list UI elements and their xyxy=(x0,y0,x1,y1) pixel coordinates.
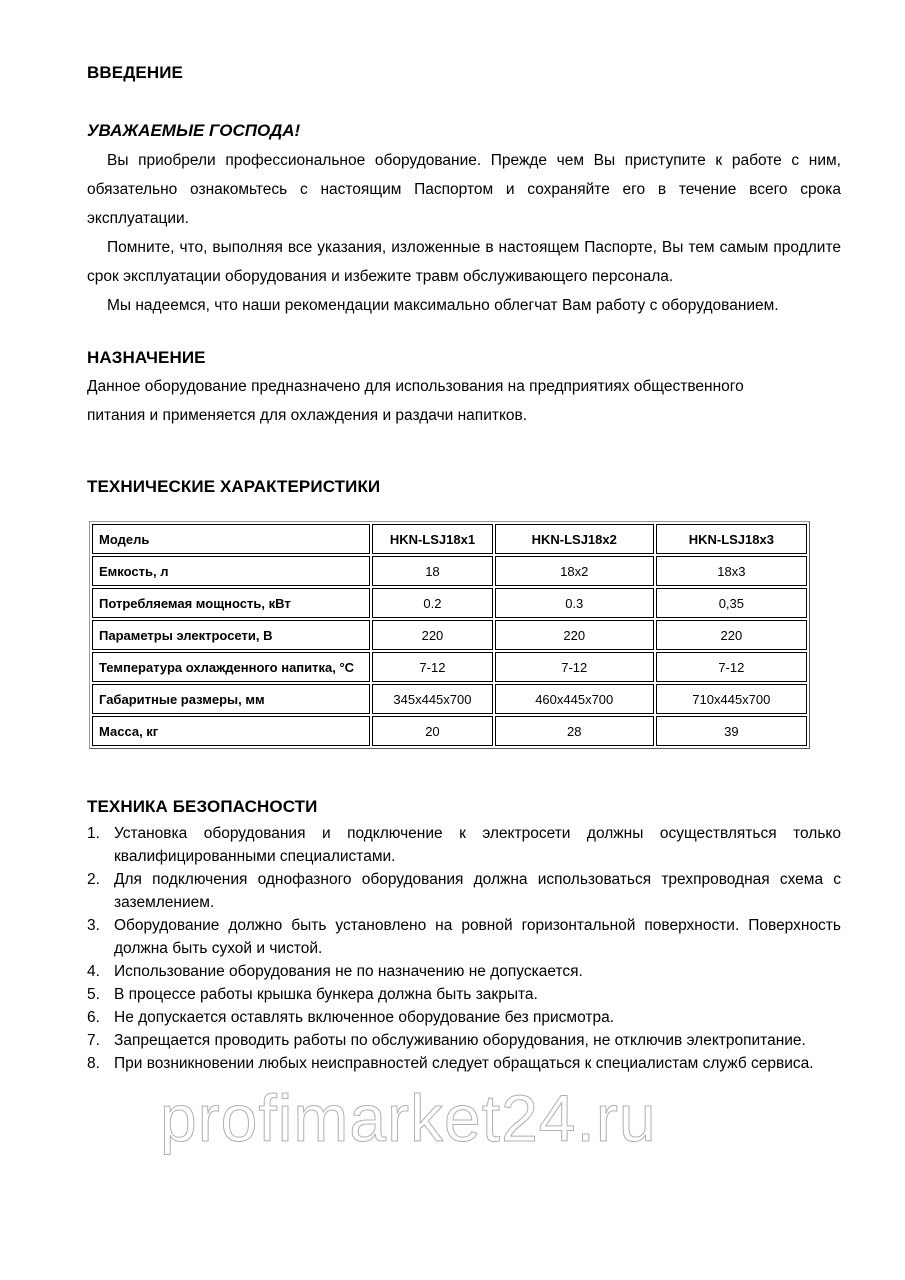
watermark: profimarket24.ru xyxy=(160,1081,657,1155)
table-cell: 18x3 xyxy=(656,556,807,586)
list-item xyxy=(87,914,841,960)
list-item-text: Использование оборудования не по назначению не допускается. xyxy=(114,963,583,980)
intro-paragraph: Помните, что, выполняя все указания, изложенные в настоящем Паспорте, Вы тем самым продлите срок эксплуатации оборудования и избежите травм обслуживающего персонала. xyxy=(87,239,841,285)
intro-paragraph: Вы приобрели профессиональное оборудование. Прежде чем Вы приступите к работе с ним, обязательно ознакомьтесь с настоящим Паспортом и сохраняйте его в течение всего срока эксплуатации. xyxy=(87,152,841,227)
list-item-text: Оборудование должно быть установлено на ровной горизонтальной поверхности. Поверхность должна быть сухой и чистой. xyxy=(114,917,841,957)
table-cell: 0.2 xyxy=(372,588,493,618)
table-cell: 0,35 xyxy=(656,588,807,618)
table-cell: 220 xyxy=(372,620,493,650)
table-cell: 460x445x700 xyxy=(495,684,654,714)
row-label: Параметры электросети, В xyxy=(92,620,370,650)
table-cell: 220 xyxy=(656,620,807,650)
intro-heading: ВВЕДЕНИЕ xyxy=(87,63,183,82)
specs-heading: ТЕХНИЧЕСКИЕ ХАРАКТЕРИСТИКИ xyxy=(87,477,381,496)
list-item xyxy=(87,1006,841,1029)
purpose-line: Данное оборудование предназначено для использования на предприятиях общественного xyxy=(87,378,744,395)
purpose-text xyxy=(87,372,841,430)
list-item-number: 2. xyxy=(87,871,100,888)
table-row xyxy=(92,684,807,714)
table-cell: 7-12 xyxy=(372,652,493,682)
list-item-number: 4. xyxy=(87,963,100,980)
purpose-heading: НАЗНАЧЕНИЕ xyxy=(87,348,206,367)
intro-text xyxy=(87,146,841,320)
table-cell: 345x445x700 xyxy=(372,684,493,714)
safety-heading: ТЕХНИКА БЕЗОПАСНОСТИ xyxy=(87,797,318,816)
list-item xyxy=(87,960,841,983)
table-row xyxy=(92,716,807,746)
table-cell: 20 xyxy=(372,716,493,746)
specs-table xyxy=(89,521,810,749)
list-item xyxy=(87,983,841,1006)
table-cell: 18 xyxy=(372,556,493,586)
intro-paragraph: Мы надеемся, что наши рекомендации максимально облегчат Вам работу с оборудованием. xyxy=(107,297,779,314)
list-item-text: Не допускается оставлять включенное оборудование без присмотра. xyxy=(114,1009,615,1026)
list-item-number: 6. xyxy=(87,1009,100,1026)
table-row xyxy=(92,556,807,586)
table-cell: 220 xyxy=(495,620,654,650)
table-cell: 7-12 xyxy=(495,652,654,682)
column-header: Модель xyxy=(92,524,370,554)
list-item-text: Установка оборудования и подключение к электросети должны осуществляться только квалифицированными специалистами. xyxy=(114,825,841,865)
row-label: Масса, кг xyxy=(92,716,370,746)
list-item xyxy=(87,868,841,914)
table-cell: 0.3 xyxy=(495,588,654,618)
list-item xyxy=(87,1052,841,1075)
list-item-text: При возникновении любых неисправностей следует обращаться к специалистам служб сервиса. xyxy=(114,1055,814,1072)
list-item-number: 7. xyxy=(87,1032,100,1049)
table-cell: 39 xyxy=(656,716,807,746)
table-row xyxy=(92,652,807,682)
row-label: Потребляемая мощность, кВт xyxy=(92,588,370,618)
table-row xyxy=(92,588,807,618)
column-header: HKN-LSJ18x3 xyxy=(656,524,807,554)
table-cell: 7-12 xyxy=(656,652,807,682)
column-header: HKN-LSJ18x2 xyxy=(495,524,654,554)
list-item xyxy=(87,822,841,868)
safety-list xyxy=(87,822,841,1075)
table-cell: 28 xyxy=(495,716,654,746)
row-label: Емкость, л xyxy=(92,556,370,586)
list-item-text: В процессе работы крышка бункера должна быть закрыта. xyxy=(114,986,538,1003)
greeting-heading: УВАЖАЕМЫЕ ГОСПОДА! xyxy=(87,121,301,140)
row-label: Габаритные размеры, мм xyxy=(92,684,370,714)
list-item-number: 3. xyxy=(87,917,100,934)
list-item-text: Для подключения однофазного оборудования должна использоваться трехпроводная схема с заземлением. xyxy=(114,871,841,911)
list-item-number: 5. xyxy=(87,986,100,1003)
list-item xyxy=(87,1029,841,1052)
purpose-line: питания и применяется для охлаждения и раздачи напитков. xyxy=(87,407,528,424)
table-cell: 710x445x700 xyxy=(656,684,807,714)
list-item-number: 1. xyxy=(87,825,100,842)
list-item-text: Запрещается проводить работы по обслуживанию оборудования, не отключив электропитание. xyxy=(114,1032,806,1049)
list-item-number: 8. xyxy=(87,1055,100,1072)
table-row xyxy=(92,620,807,650)
row-label: Температура охлажденного напитка, °С xyxy=(92,652,370,682)
table-cell: 18x2 xyxy=(495,556,654,586)
column-header: HKN-LSJ18x1 xyxy=(372,524,493,554)
table-header-row xyxy=(92,524,807,554)
